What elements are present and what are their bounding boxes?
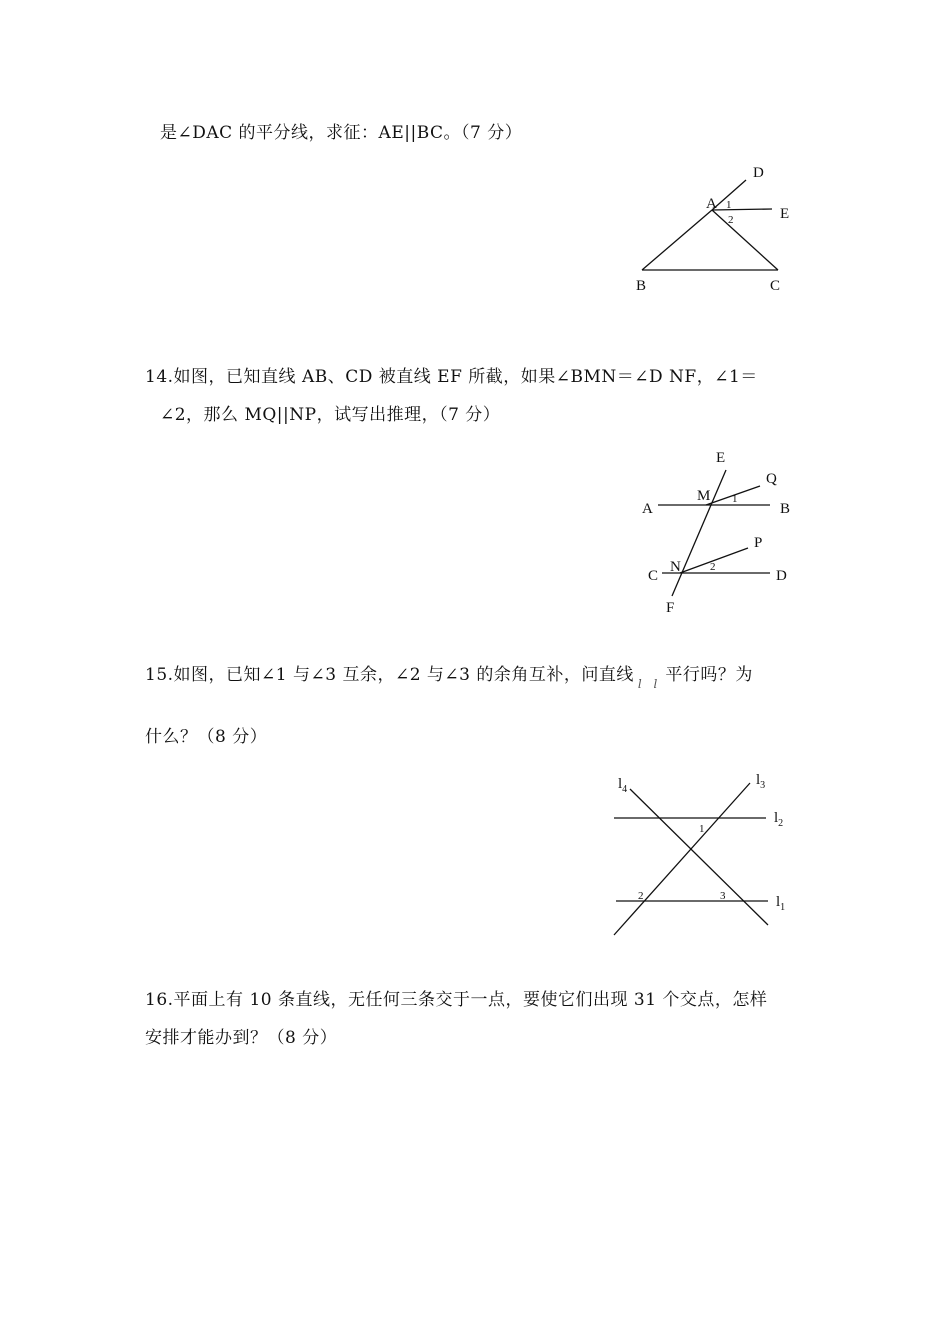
angle-1-label: 1 [699, 823, 705, 835]
label-f: F [666, 600, 675, 616]
label-l2 [774, 810, 783, 829]
segment-ab [642, 210, 712, 270]
l4-subscript: 4 [622, 784, 628, 795]
l1-base: l [776, 894, 781, 910]
label-n: N [670, 559, 681, 575]
q15-line1 [145, 660, 753, 691]
q14-parallel-lines-diagram [630, 440, 810, 620]
q13-triangle-diagram [620, 160, 820, 300]
label-m: M [697, 488, 711, 504]
ray-ae [712, 209, 772, 210]
q14-figure [630, 440, 810, 624]
label-c: C [648, 568, 659, 584]
q15-line1-end: 平行吗？为 [665, 665, 753, 685]
label-e: E [780, 206, 790, 222]
l2-base: l [774, 810, 779, 826]
q16-line1: 16.平面上有 10 条直线，无任何三条交于一点，要使它们出现 31 个交点，怎样 [145, 990, 768, 1010]
angle-2-label: 2 [728, 214, 734, 226]
label-p: P [754, 535, 763, 551]
q14-line2: ∠2，那么 MQ||NP，试写出推理，（7 分） [160, 405, 501, 425]
l2-subscript: 2 [778, 818, 784, 829]
q16-line2: 安排才能办到？（8 分） [145, 1028, 338, 1048]
q14-line1: 14.如图，已知直线 AB、CD 被直线 EF 所截，如果∠BMN＝∠D NF，∠1＝ [145, 367, 758, 387]
label-a: A [706, 196, 717, 212]
angle-1-label: 1 [726, 199, 732, 211]
label-d: D [753, 165, 764, 181]
q13-figure [620, 160, 820, 304]
angle-1-label: 1 [732, 493, 738, 505]
line-l4 [630, 789, 768, 925]
q15-figure [610, 765, 810, 949]
angle-2-label: 2 [710, 561, 716, 573]
label-b: B [636, 278, 647, 294]
l4-base: l [618, 776, 623, 792]
label-c: C [770, 278, 781, 294]
angle-3-label: 3 [720, 890, 726, 902]
l3-base: l [756, 772, 761, 788]
label-d: D [776, 568, 787, 584]
angle-2-label: 2 [638, 890, 644, 902]
label-a: A [642, 501, 653, 517]
inline-lines-symbol: l l [637, 677, 662, 691]
l1-subscript: 1 [780, 902, 786, 913]
label-q: Q [766, 471, 777, 487]
label-l1 [776, 894, 785, 913]
q15-line2: 什么？（8 分） [145, 727, 268, 747]
label-l3 [756, 772, 765, 791]
label-l4 [618, 776, 627, 795]
label-e: E [716, 450, 726, 466]
label-b: B [780, 501, 791, 517]
q15-four-lines-diagram [610, 765, 810, 945]
q13-text: 是∠DAC 的平分线，求征：AE||BC。（7 分） [160, 123, 523, 143]
q15-line1-start: 15.如图，已知∠1 与∠3 互余，∠2 与∠3 的余角互补，问直线 [145, 665, 634, 685]
line-l3 [614, 783, 750, 935]
l3-subscript: 3 [760, 780, 766, 791]
segment-ac [712, 210, 778, 270]
